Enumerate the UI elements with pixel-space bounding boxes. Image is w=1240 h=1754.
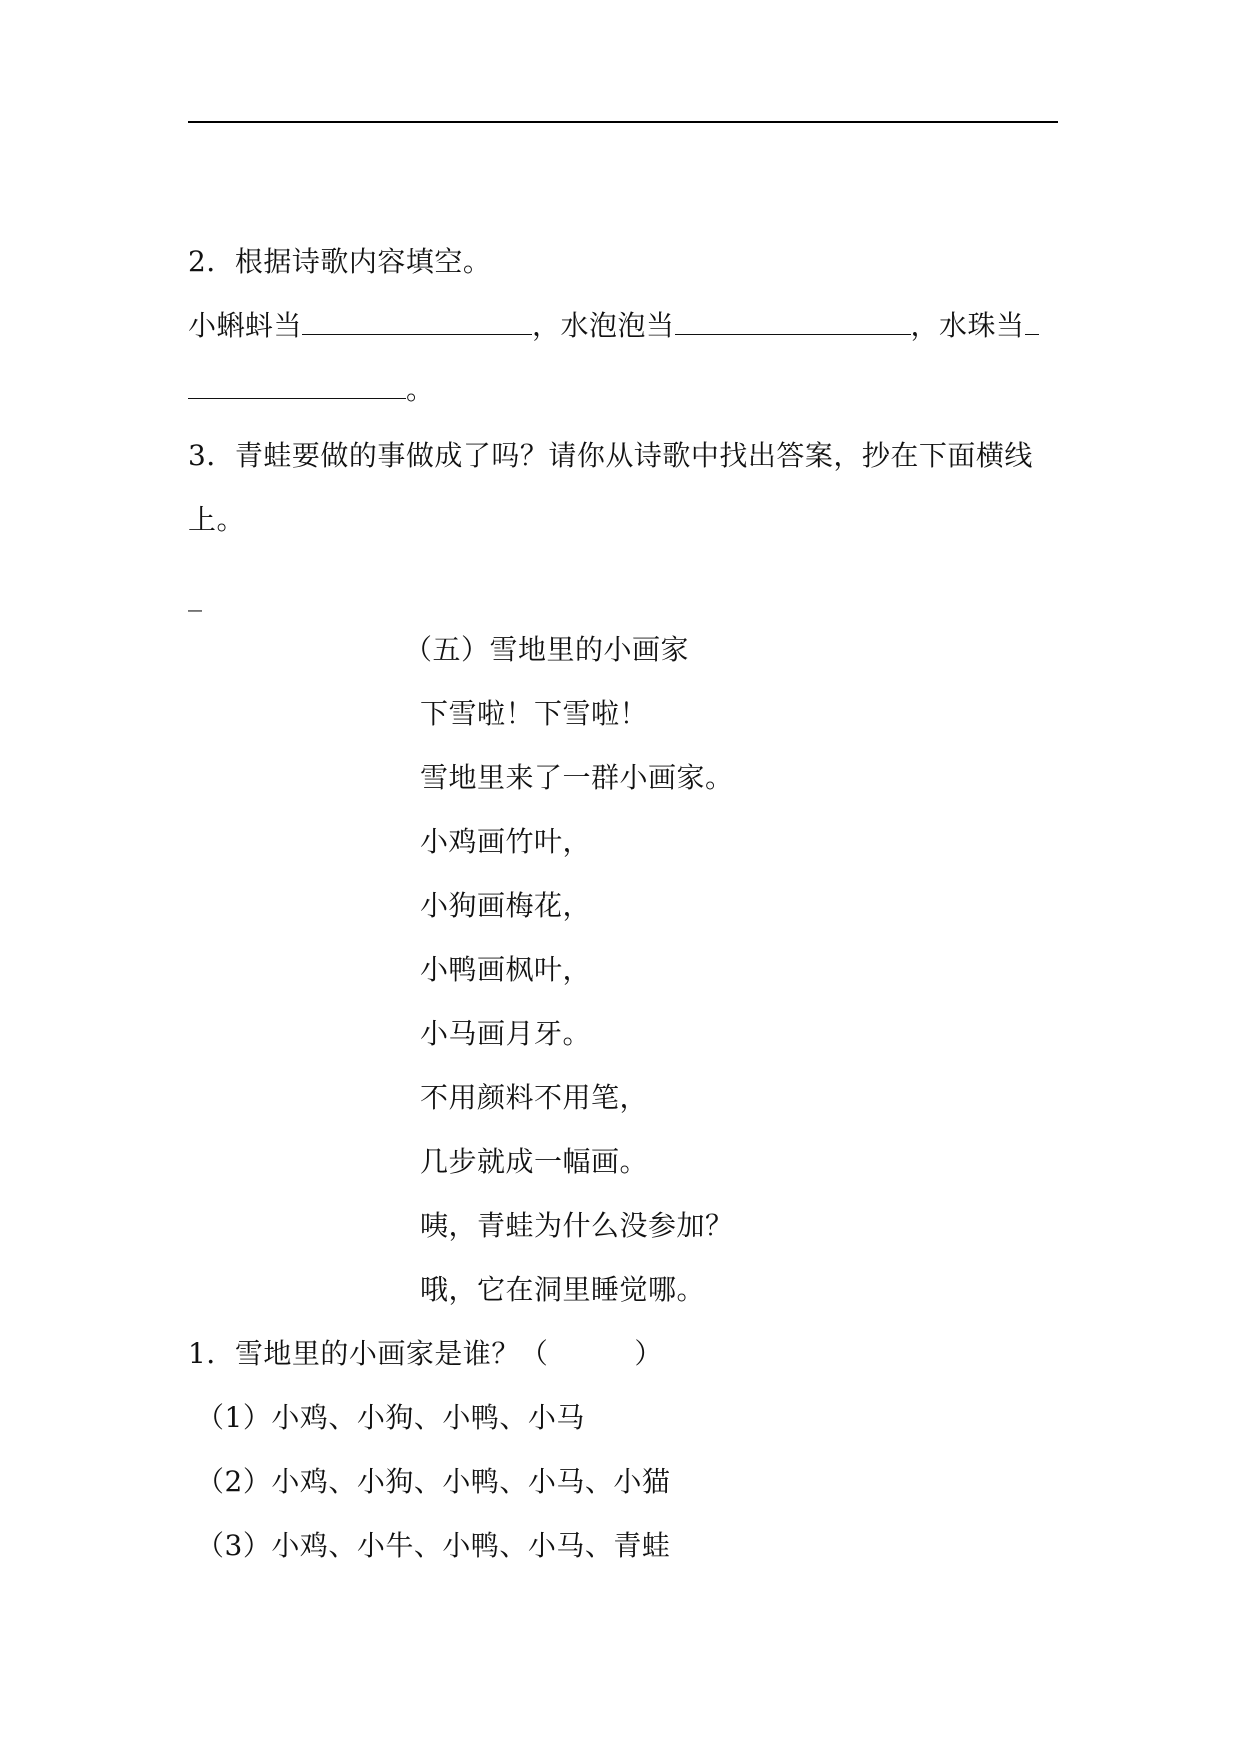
q2-blank-a[interactable]	[302, 308, 532, 335]
q1-stem-text: 1．雪地里的小画家是谁？（	[188, 1337, 549, 1370]
q2-fill-a-prefix: 小蝌蚪当	[188, 309, 303, 342]
q2-fill-line-1	[188, 306, 1039, 346]
poem-line: 咦，青蛙为什么没参加？	[420, 1209, 734, 1242]
q3-line-1: 3．青蛙要做的事做成了吗？请你从诗歌中找出答案，抄在下面横线	[188, 439, 1033, 472]
q2-blank-c-start[interactable]	[1025, 308, 1039, 335]
poem-line: 小狗画梅花，	[420, 889, 592, 922]
q2-fill-b-suffix: ，水珠当	[910, 309, 1025, 342]
q2-label: 2．根据诗歌内容填空。	[188, 245, 492, 278]
q1-option[interactable]: （1）小鸡、小狗、小鸭、小马	[196, 1401, 585, 1434]
poem-line: 小马画月牙。	[420, 1017, 592, 1050]
header-rule	[188, 121, 1058, 123]
q2-fill-line-2	[188, 370, 435, 410]
q1-option[interactable]: （3）小鸡、小牛、小鸭、小马、青蛙	[196, 1529, 671, 1562]
q1-stem	[188, 1334, 663, 1374]
poem-title: （五）雪地里的小画家	[404, 633, 690, 666]
q1-option[interactable]: （2）小鸡、小狗、小鸭、小马、小猫	[196, 1465, 671, 1498]
poem-line: 小鸡画竹叶，	[420, 825, 592, 858]
q2-fill-c-suffix: 。	[406, 373, 435, 406]
poem-line: 雪地里来了一群小画家。	[420, 761, 734, 794]
q2-blank-b[interactable]	[675, 308, 911, 335]
poem-line: 小鸭画枫叶，	[420, 953, 592, 986]
q3-answer-line[interactable]: _	[188, 579, 203, 612]
q2-blank-c[interactable]	[188, 372, 406, 399]
poem-line: 不用颜料不用笔，	[420, 1081, 649, 1114]
q1-stem-close: ）	[634, 1337, 663, 1370]
poem-line: 几步就成一幅画。	[420, 1145, 649, 1178]
q2-fill-a-suffix: ，水泡泡当	[532, 309, 675, 342]
poem-line: 下雪啦！下雪啦！	[420, 697, 649, 730]
poem-line: 哦，它在洞里睡觉哪。	[420, 1273, 706, 1306]
q3-line-2: 上。	[188, 503, 246, 536]
